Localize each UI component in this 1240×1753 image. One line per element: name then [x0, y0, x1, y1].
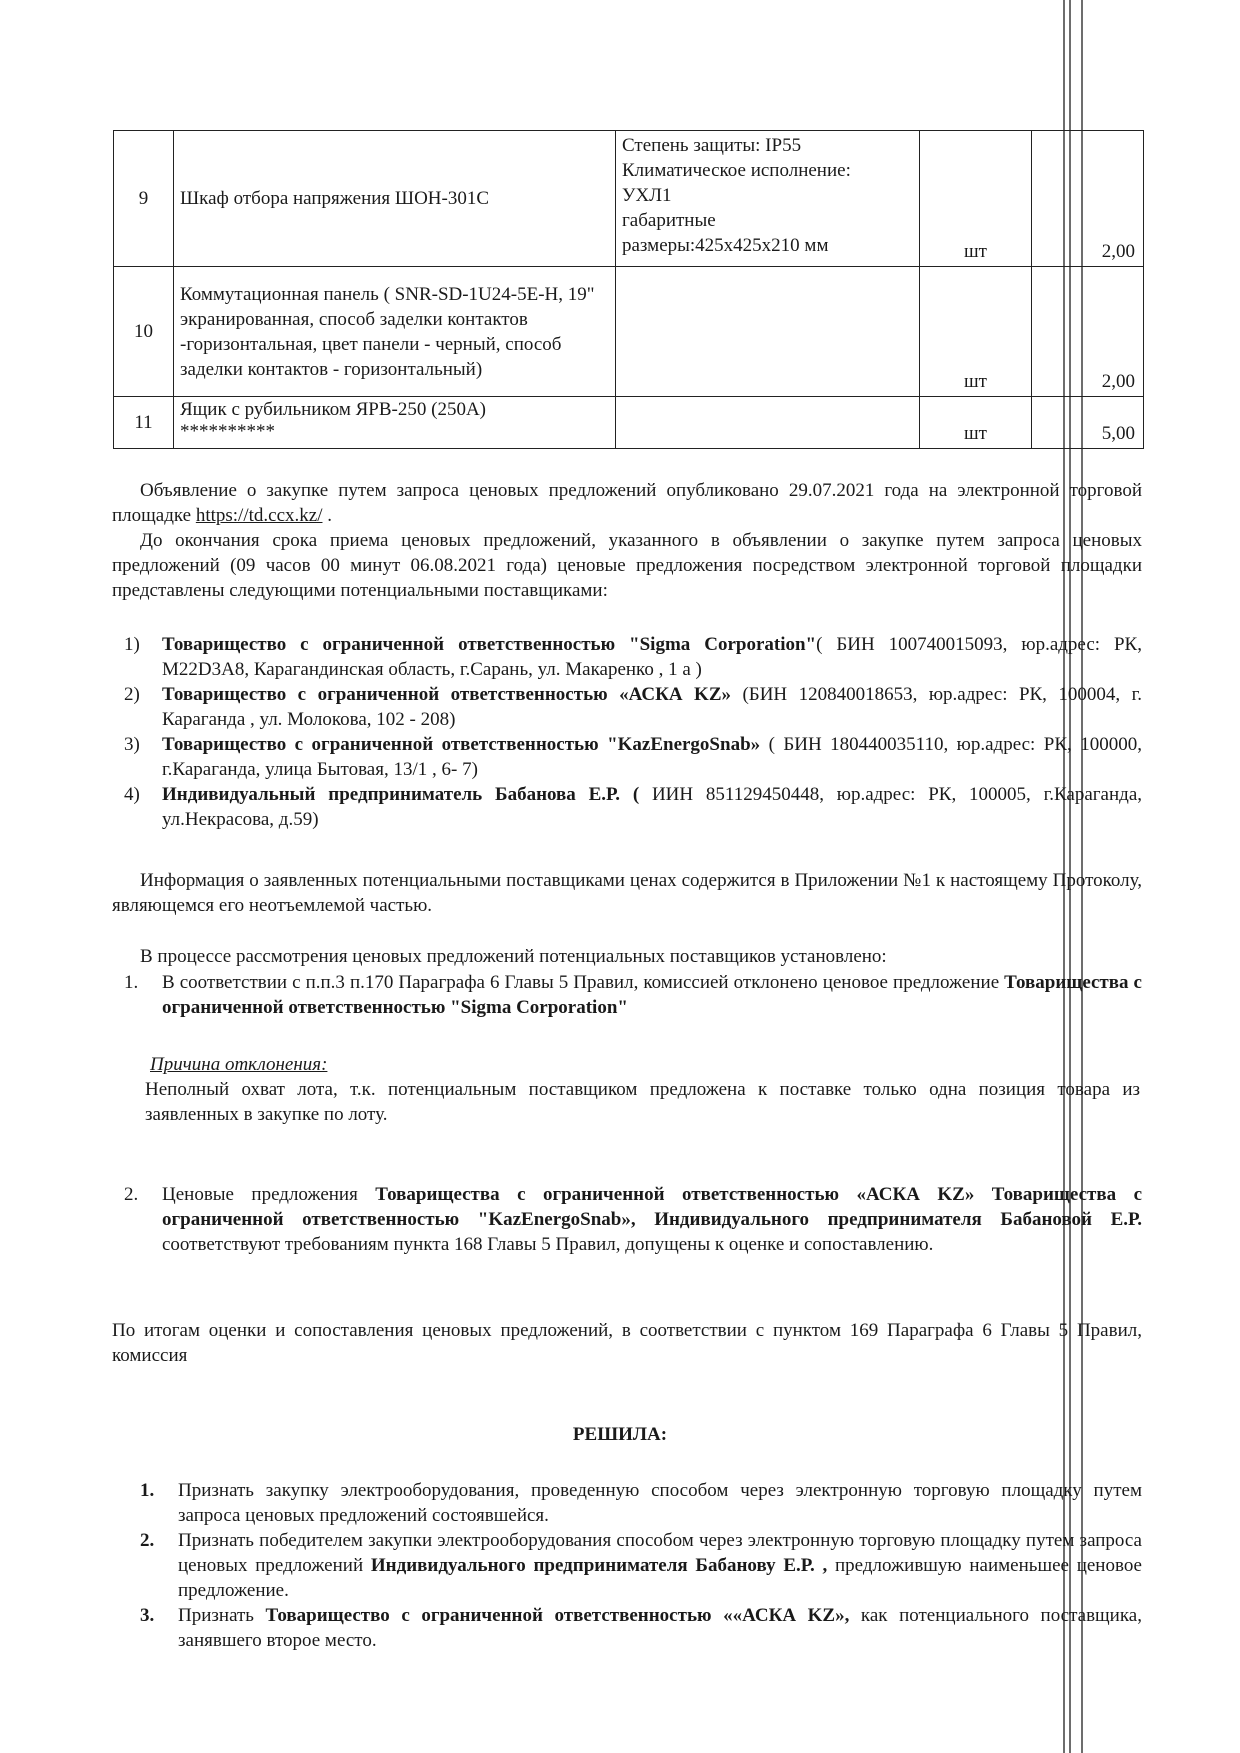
list-marker: 4)	[124, 784, 140, 805]
item-name	[174, 397, 616, 449]
supplier-details: (БИН 120840018653, юр.адрес: РК, 100004, г. Караганда , ул. Молокова, 102 - 208)	[162, 684, 1143, 730]
list-item	[112, 1478, 1142, 1528]
supplier-list	[112, 632, 1142, 832]
item-name: Коммутационная панель ( SNR-SD-1U24-5E-H, 19" экранированная, способ заделки контактов -горизонтальная, цвет панели - черный, способ заделки контактов - горизонтальный)	[174, 267, 616, 397]
winner-name: Индивидуального предпринимателя Бабанову Е.Р. ,	[370, 1555, 828, 1576]
review-suffix: соответствуют требованиям пункта 168 Главы 5 Правил, допущены к оценке и сопоставлению.	[162, 1234, 934, 1255]
decision-text: Признать	[178, 1605, 266, 1626]
spec-line: УХЛ1	[622, 185, 672, 206]
goods-table	[113, 130, 1144, 449]
list-item	[112, 970, 1142, 1020]
item-unit: шт	[920, 131, 1032, 267]
item-unit: шт	[920, 397, 1032, 449]
supplier-name: Индивидуальный предприниматель Бабанова Е.Р. (	[162, 784, 640, 805]
list-marker: 1.	[124, 972, 139, 993]
list-marker: 2)	[124, 684, 140, 705]
decision-suffix: предложившую наименьшее ценовое предложение.	[178, 1555, 1142, 1601]
item-spec	[616, 267, 920, 397]
table-row	[114, 131, 1144, 267]
list-marker: 1)	[124, 634, 140, 655]
review-intro: В процессе рассмотрения ценовых предложений потенциальных поставщиков установлено:	[140, 946, 887, 967]
table-row	[114, 397, 1144, 449]
item-quantity: 5,00	[1032, 397, 1144, 449]
review-list-1	[112, 970, 1142, 1020]
list-marker: 1.	[140, 1480, 155, 1501]
review-text: В соответствии с п.п.3 п.170 Параграфа 6 Главы 5 Правил, комиссией отклонено ценовое предложение	[162, 972, 1005, 993]
supplier-name: Товарищество с ограниченной ответственностью "Sigma Corporation"	[162, 634, 817, 655]
decision-heading: РЕШИЛА:	[572, 1424, 668, 1445]
table-row	[114, 267, 1144, 397]
spec-line: Климатическое исполнение:	[622, 160, 851, 181]
spec-line: размеры:425х425х210 мм	[622, 235, 829, 256]
list-item	[112, 632, 1142, 682]
row-number: 9	[114, 131, 174, 267]
item-unit: шт	[920, 267, 1032, 397]
list-marker: 2.	[140, 1530, 155, 1551]
list-item	[112, 1182, 1142, 1257]
spec-line: Степень защиты: IP55	[622, 135, 802, 156]
rejection-label-line	[150, 1052, 1140, 1077]
list-item	[112, 1603, 1142, 1653]
announcement-tail: .	[322, 505, 332, 526]
supplier-details: ( БИН 180440035110, юр.адрес: РК, 100000, г.Караганда, улица Бытовая, 13/1 , 6- 7)	[162, 734, 1142, 780]
rejected-supplier: Товарищества с ограниченной ответственностью "Sigma Corporation"	[162, 972, 1142, 1018]
supplier-name: Товарищество с ограниченной ответственностью "KazEnergoSnab»	[162, 734, 761, 755]
decision-list	[112, 1478, 1142, 1653]
decision-text: Признать победителем закупки электрооборудования способом через электронную торговую площадку путем запроса ценовых предложений	[178, 1530, 1142, 1576]
list-item	[112, 732, 1142, 782]
spec-line: габаритные	[622, 210, 716, 231]
list-item	[112, 682, 1142, 732]
announcement-paragraph	[112, 478, 1142, 528]
second-place-name: Товарищество с ограниченной ответственностью ««АСКА KZ»,	[265, 1605, 850, 1626]
list-marker: 2.	[124, 1184, 139, 1205]
item-name: Шкаф отбора напряжения ШОН-301С	[174, 131, 616, 267]
evaluation-paragraph: По итогам оценки и сопоставления ценовых предложений, в соответствии с пунктом 169 Параграфа 6 Главы 5 Правил, комиссия	[112, 1320, 1142, 1366]
rejection-reason: Неполный охват лота, т.к. потенциальным поставщиком предложена к поставке только одна позиция товара из заявленных в закупке по лоту.	[145, 1079, 1140, 1125]
review-prefix: Ценовые предложения	[162, 1184, 376, 1205]
list-item	[112, 782, 1142, 832]
item-name-line: Ящик с рубильником ЯРВ-250 (250А)	[180, 399, 486, 420]
supplier-details: ИИН 851129450448, юр.адрес: РК, 100005, г.Караганда, ул.Некрасова, д.59)	[162, 784, 1142, 830]
row-number: 10	[114, 267, 174, 397]
review-list-2	[112, 1182, 1142, 1257]
item-quantity: 2,00	[1032, 131, 1144, 267]
submission-intro: До окончания срока приема ценовых предложений, указанного в объявлении о закупке путем запроса ценовых предложений (09 часов 00 минут 06.08.2021 года) ценовые предложения посредством электронной торговой площадки представлены следующими потенциальными поставщиками:	[112, 530, 1142, 601]
list-marker: 3)	[124, 734, 140, 755]
platform-link[interactable]: https://td.ccx.kz/	[195, 505, 323, 526]
decision-text: Признать закупку электрооборудования, проведенную способом через электронную торговую площадку путем запроса ценовых предложений состоявшейся.	[178, 1480, 1142, 1526]
item-spec	[616, 131, 920, 267]
item-spec	[616, 397, 920, 449]
supplier-details: ( БИН 100740015093, юр.адрес: РК, M22D3A8, Карагандинская область, г.Сарань, ул. Макаренко , 1 а )	[162, 634, 1142, 680]
row-number: 11	[114, 397, 174, 449]
announcement-text: Объявление о закупке путем запроса ценовых предложений опубликовано 29.07.2021 года на электронной торговой площадке	[112, 480, 1142, 526]
item-name-line: **********	[180, 421, 275, 442]
list-item	[112, 1528, 1142, 1603]
rejection-label: Причина отклонения:	[150, 1054, 328, 1075]
admitted-suppliers: Товарищества с ограниченной ответственностью «АСКА KZ» Товарищества с ограниченной ответственностью "KazEnergoSnab», Индивидуального предпринимателя Бабановой Е.Р.	[162, 1184, 1142, 1230]
supplier-name: Товарищество с ограниченной ответственностью «АСКА KZ»	[162, 684, 732, 705]
decision-suffix: как потенциального поставщика, занявшего второе место.	[178, 1605, 1142, 1651]
list-marker: 3.	[140, 1605, 155, 1626]
price-info-paragraph: Информация о заявленных потенциальными поставщиками ценах содержится в Приложении №1 к настоящему Протоколу, являющемся его неотъемлемой частью.	[112, 870, 1142, 916]
item-quantity: 2,00	[1032, 267, 1144, 397]
